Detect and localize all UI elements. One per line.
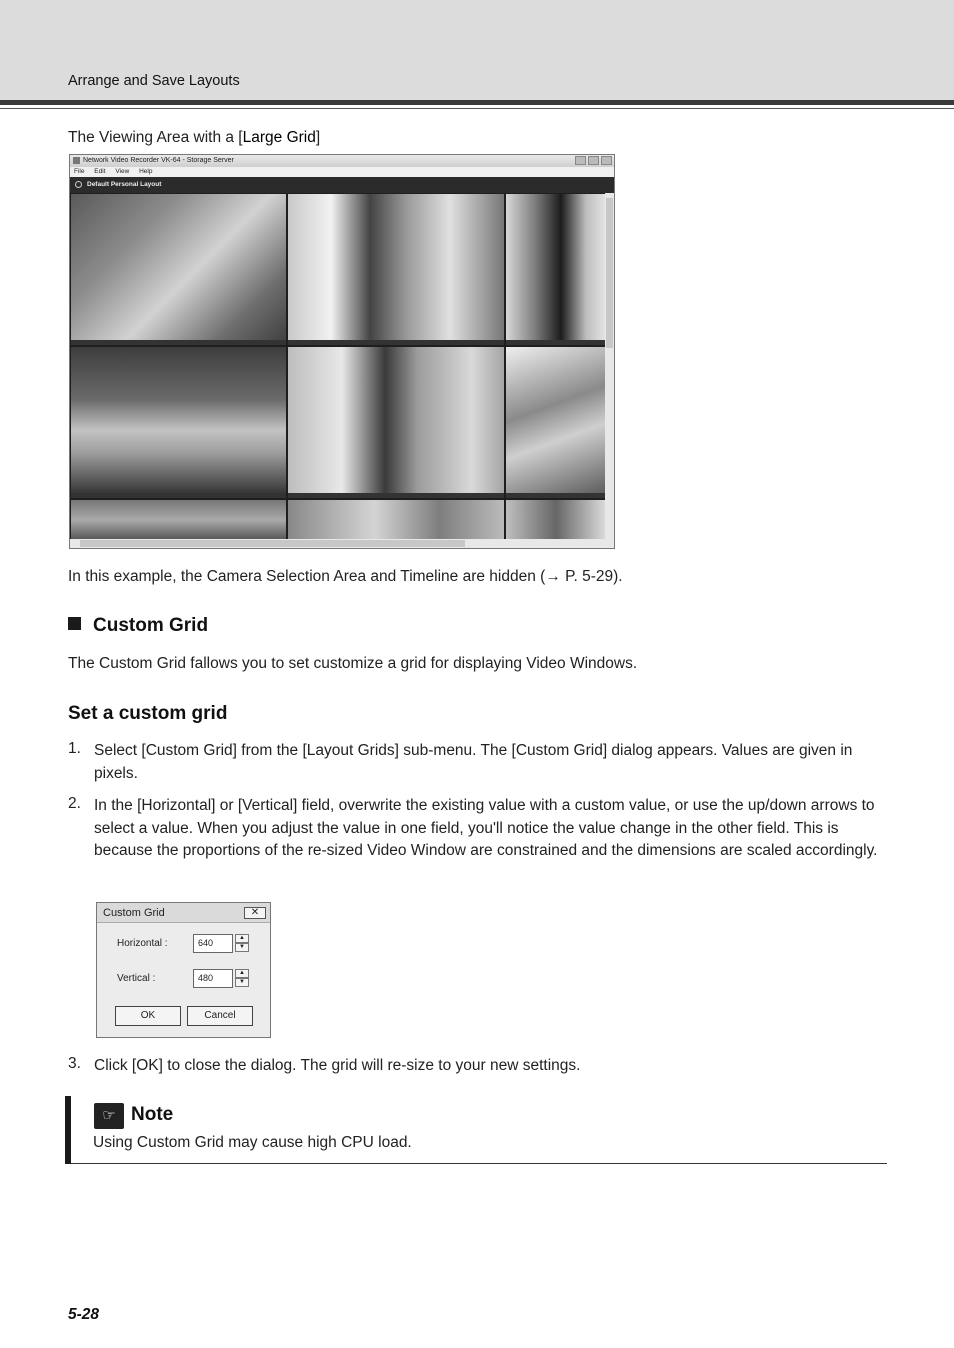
note-text: Using Custom Grid may cause high CPU load. (93, 1134, 412, 1151)
arrow-down-icon[interactable]: ▼ (235, 978, 249, 987)
menu-file[interactable]: File (74, 168, 85, 175)
step-text: Click [OK] to close the dialog. The grid will re-size to your new settings. (94, 1057, 581, 1074)
vertical-label: Vertical : (117, 973, 156, 984)
step-number: 2. (68, 795, 81, 812)
video-window-label (506, 493, 606, 498)
layout-bar (70, 177, 614, 193)
video-window[interactable] (288, 500, 504, 540)
horizontal-label: Horizontal : (117, 938, 168, 949)
window-menubar (70, 167, 614, 177)
subsection-heading: Set a custom grid (68, 703, 228, 724)
video-window-label (288, 493, 504, 498)
step-text: In the [Horizontal] or [Vertical] field, overwrite the existing value with a custom value, or use the up/down arrows to select a value. When you adjust the value in one field, you'll notice the value change in the other field. This is because the proportions of the re-sized Video Window are constrained and the dimensions are scaled accordingly. (94, 797, 878, 859)
header-rule-thin (0, 108, 954, 109)
note-bar (65, 1096, 71, 1164)
page-number: 5-28 (68, 1306, 100, 1323)
note-rule (71, 1163, 887, 1164)
app-icon (73, 157, 80, 164)
step-number: 3. (68, 1055, 81, 1072)
video-window-label (71, 340, 286, 345)
video-window[interactable] (288, 194, 504, 345)
video-window-label (71, 493, 286, 498)
minimize-icon[interactable] (575, 156, 586, 165)
vertical-field[interactable]: 480 (193, 969, 233, 988)
section-description: The Custom Grid fallows you to set customize a grid for displaying Video Windows. (68, 655, 638, 672)
horizontal-stepper[interactable] (235, 934, 249, 953)
header-rule (0, 100, 954, 105)
video-window[interactable] (506, 347, 606, 498)
ok-button[interactable]: OK (115, 1006, 181, 1026)
square-bullet-icon (68, 617, 81, 630)
close-icon[interactable] (601, 156, 612, 165)
horizontal-scrollbar[interactable] (70, 539, 614, 548)
caption-highlight: Large Grid (242, 129, 316, 146)
video-window[interactable] (71, 347, 286, 498)
window-titlebar (70, 155, 614, 167)
arrow-down-icon[interactable]: ▼ (235, 943, 249, 952)
window-title: Network Video Recorder VK-64 - Storage Server (83, 157, 234, 164)
horizontal-field[interactable]: 640 (193, 934, 233, 953)
page-header (0, 0, 954, 100)
vertical-stepper[interactable] (235, 969, 249, 988)
figure-caption: The Viewing Area with a [Large Grid] (68, 129, 321, 146)
arrow-up-icon[interactable]: ▲ (235, 934, 249, 943)
video-window[interactable] (71, 500, 286, 540)
section-heading: Custom Grid (68, 615, 208, 637)
arrow-up-icon[interactable]: ▲ (235, 969, 249, 978)
layout-name: Default Personal Layout (87, 181, 162, 188)
close-icon[interactable]: ✕ (244, 907, 266, 919)
menu-view[interactable]: View (115, 168, 130, 175)
dialog-title: Custom Grid (97, 903, 270, 923)
custom-grid-dialog (96, 902, 271, 1038)
video-window[interactable] (506, 500, 606, 540)
menu-edit[interactable]: Edit (94, 168, 106, 175)
header-title: Arrange and Save Layouts (68, 73, 240, 89)
video-window-label (288, 340, 504, 345)
menu-help[interactable]: Help (139, 168, 153, 175)
video-window-label (506, 340, 606, 345)
cancel-button[interactable]: Cancel (187, 1006, 253, 1026)
video-window[interactable] (71, 194, 286, 345)
video-window[interactable] (506, 194, 606, 345)
step-text: Select [Custom Grid] from the [Layout Grids] sub-menu. The [Custom Grid] dialog appears. Values are given in pixels. (94, 742, 853, 782)
note-title: Note (131, 1104, 174, 1125)
viewing-area-screenshot (69, 154, 615, 549)
layout-dropdown-icon[interactable] (75, 181, 82, 188)
vertical-scrollbar[interactable] (605, 193, 614, 540)
maximize-icon[interactable] (588, 156, 599, 165)
example-text: In this example, the Camera Selection Area and Timeline are hidden (→ P. 5-29). (68, 568, 623, 585)
step-number: 1. (68, 740, 81, 757)
note-hand-icon: ☞ (94, 1103, 124, 1129)
video-window[interactable] (288, 347, 504, 498)
